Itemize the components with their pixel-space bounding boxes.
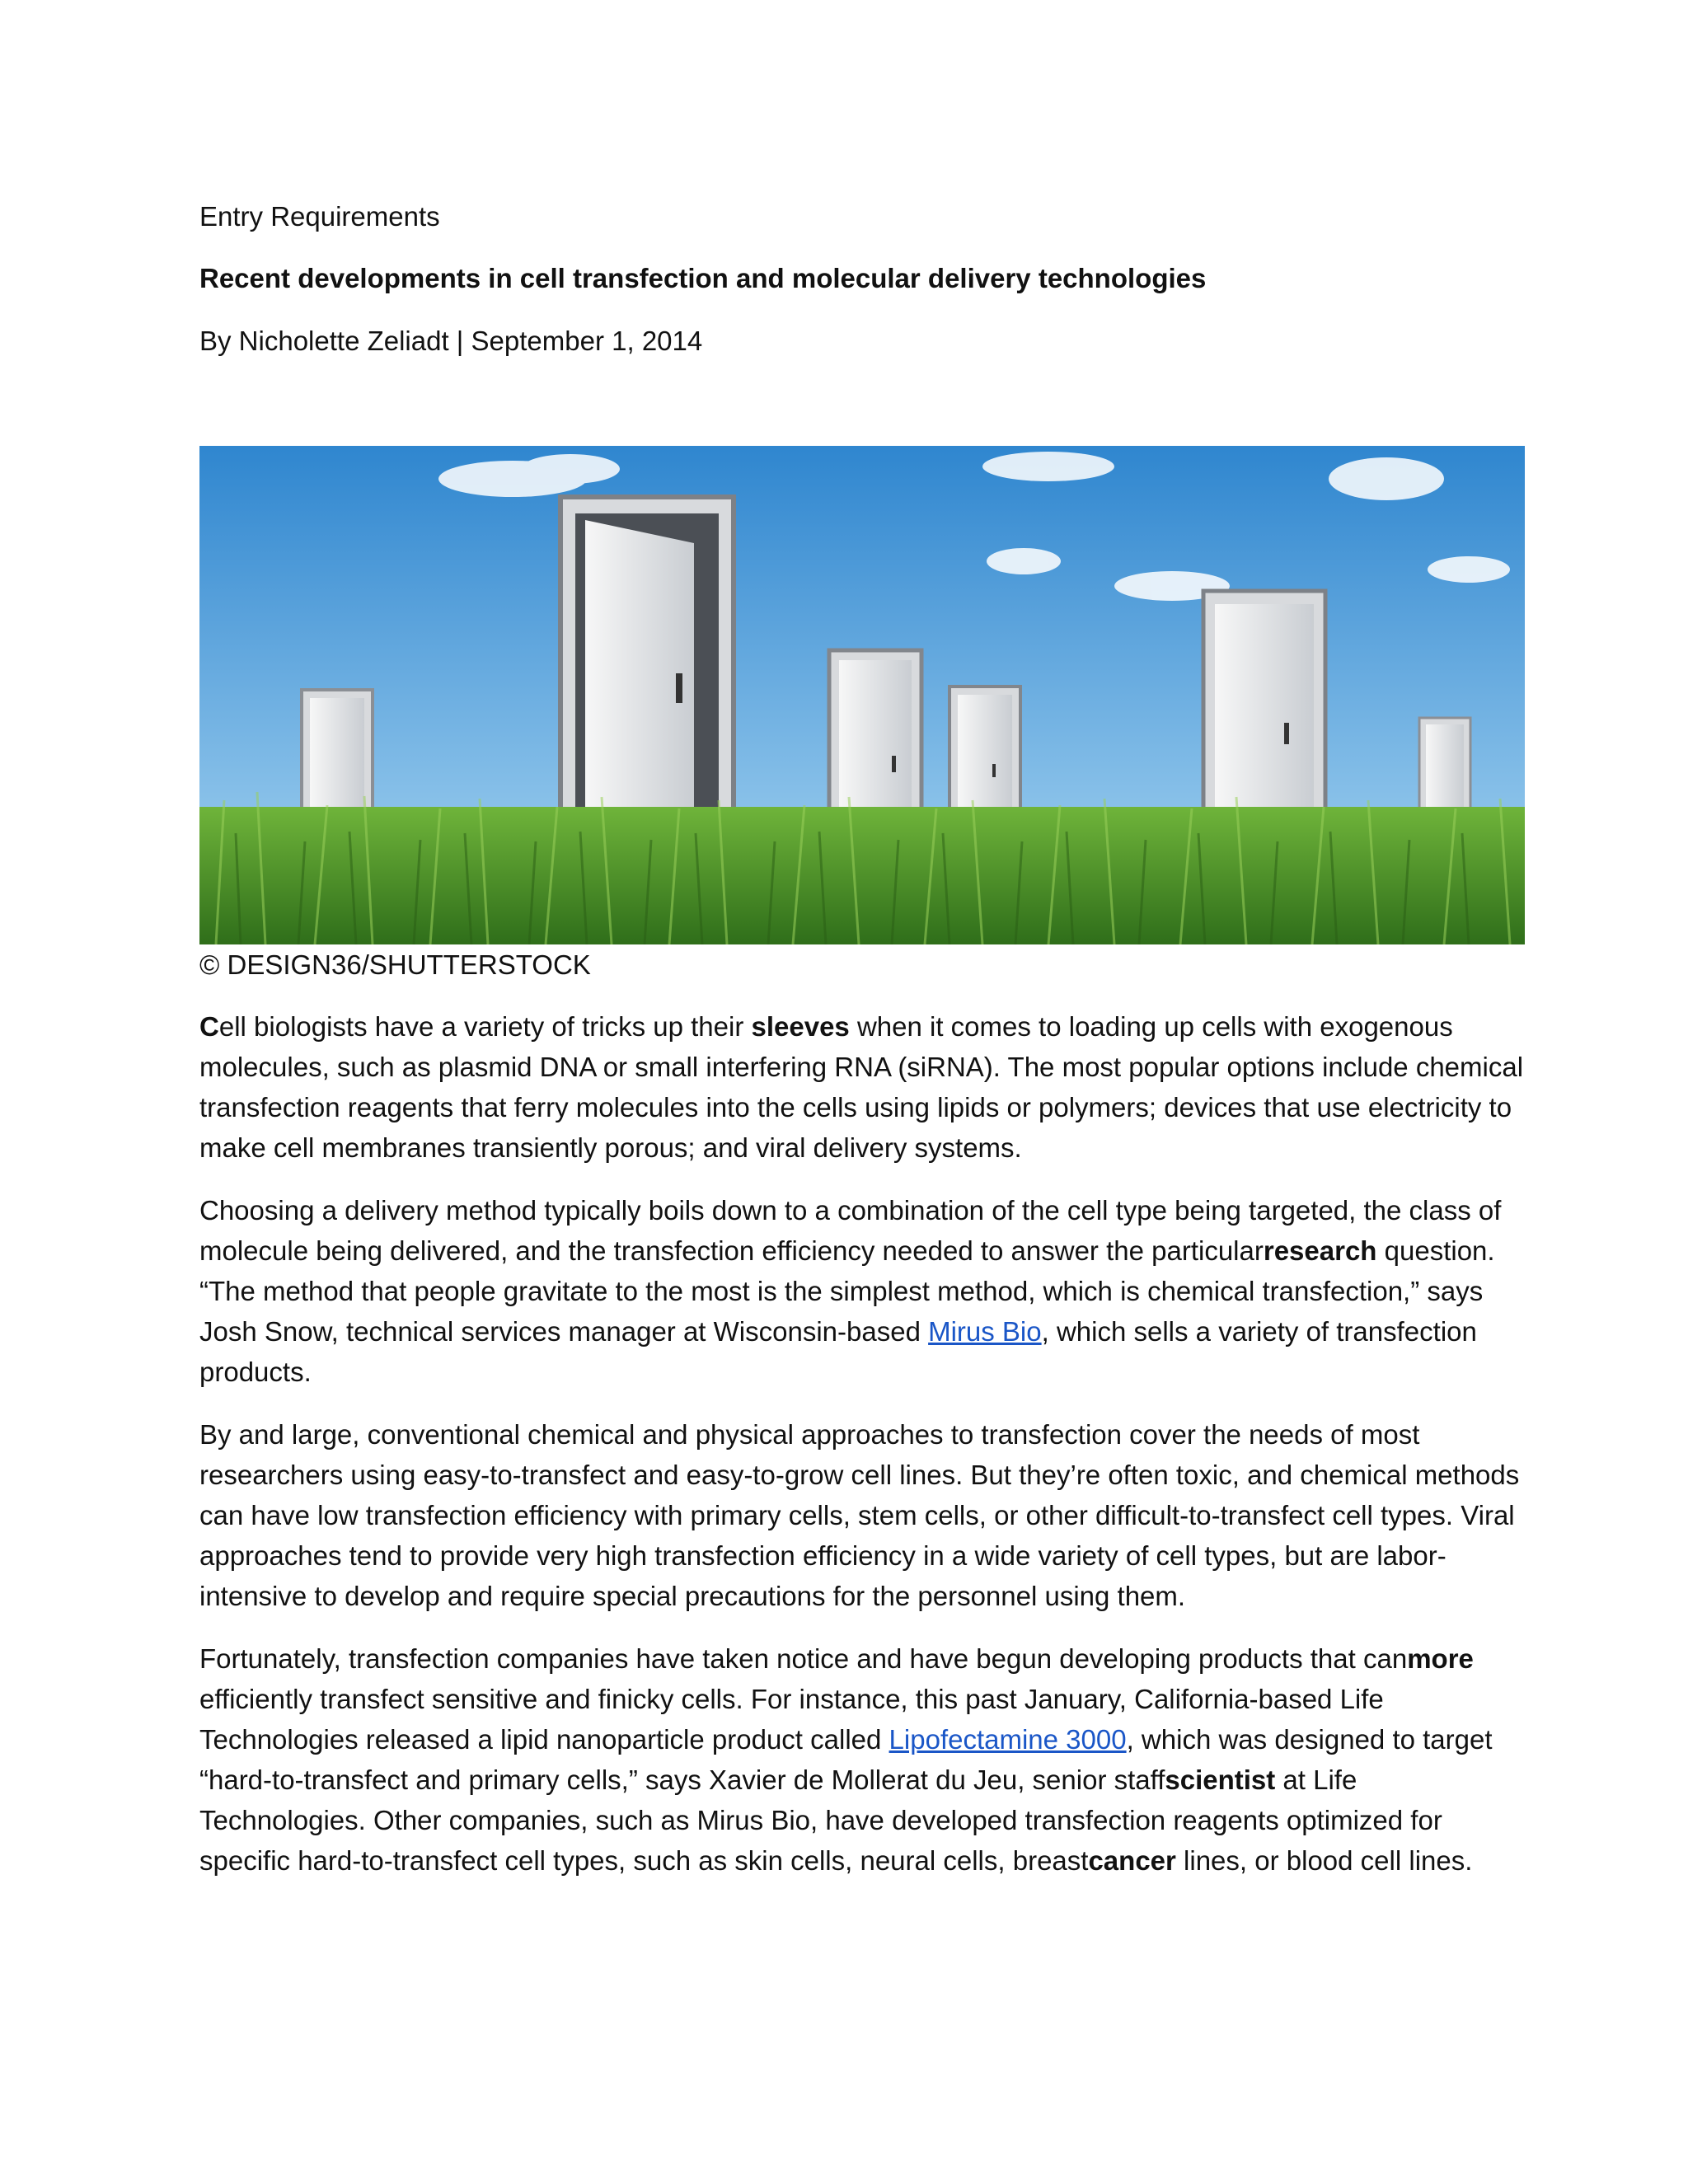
- section-label: Entry Requirements: [199, 201, 440, 232]
- keyword-research: research: [1263, 1235, 1377, 1266]
- grass: [199, 807, 1525, 944]
- article-title: Recent developments in cell transfection and molecular delivery technologies: [199, 263, 1207, 293]
- image-credit: © DESIGN36/SHUTTERSTOCK: [199, 949, 591, 980]
- keyword-scientist: scientist: [1165, 1765, 1276, 1795]
- keyword-more: more: [1407, 1643, 1474, 1674]
- paragraph-3: By and large, conventional chemical and physical approaches to transfection cover the needs of most researchers using easy-to-transfect and easy-to-grow cell lines. But they’re often toxic, and chemical methods can have low transfection efficiency with primary cells, stem cells, or other difficult-to-transfect cell types. Viral approaches tend to provide very high transfection efficiency in a wide variety of cell types, but are labor-intensive to develop and require special precautions for the personnel using them.: [199, 1419, 1520, 1611]
- keyword-cancer: cancer: [1088, 1845, 1176, 1876]
- hero-image: [199, 446, 1525, 944]
- lipofectamine-link[interactable]: Lipofectamine 3000: [889, 1724, 1127, 1755]
- paragraph-4: Fortunately, transfection companies have taken notice and have begun developing products that canmore efficiently transfect sensitive and finicky cells. For instance, this past January, California-based Life Technologies released a lipid nanoparticle product called Lipofectamine 3000, which was designed to target “hard-to-transfect and primary cells,” says Xavier de Mollerat du Jeu, senior staffscientist at Life Technologies. Other companies, such as Mirus Bio, have developed transfection reagents optimized for specific hard-to-transfect cell types, such as skin cells, neural cells, breastcancer lines, or blood cell lines.: [199, 1643, 1493, 1876]
- paragraph-2: Choosing a delivery method typically boils down to a combination of the cell type being targeted, the class of molecule being delivered, and the transfection efficiency needed to answer the particularresearch question. “The method that people gravitate to the most is the simplest method, which is chemical transfection,” says Josh Snow, technical services manager at Wisconsin-based Mirus Bio, which sells a variety of transfection products.: [199, 1195, 1502, 1387]
- mirus-bio-link[interactable]: Mirus Bio: [928, 1316, 1042, 1347]
- byline: By Nicholette Zeliadt | September 1, 2014: [199, 326, 703, 356]
- door-2: [560, 497, 734, 851]
- drop-initial: C: [199, 1011, 219, 1042]
- article-body: [199, 1006, 1525, 1903]
- keyword-sleeves: sleeves: [751, 1011, 850, 1042]
- paragraph-1: Cell biologists have a variety of tricks up their sleeves when it comes to loading up cells with exogenous molecules, such as plasmid DNA or small interfering RNA (siRNA). The most popular options include chemical transfection reagents that ferry molecules into the cells using lipids or polymers; devices that use electricity to make cell membranes transiently porous; and viral delivery systems.: [199, 1011, 1524, 1163]
